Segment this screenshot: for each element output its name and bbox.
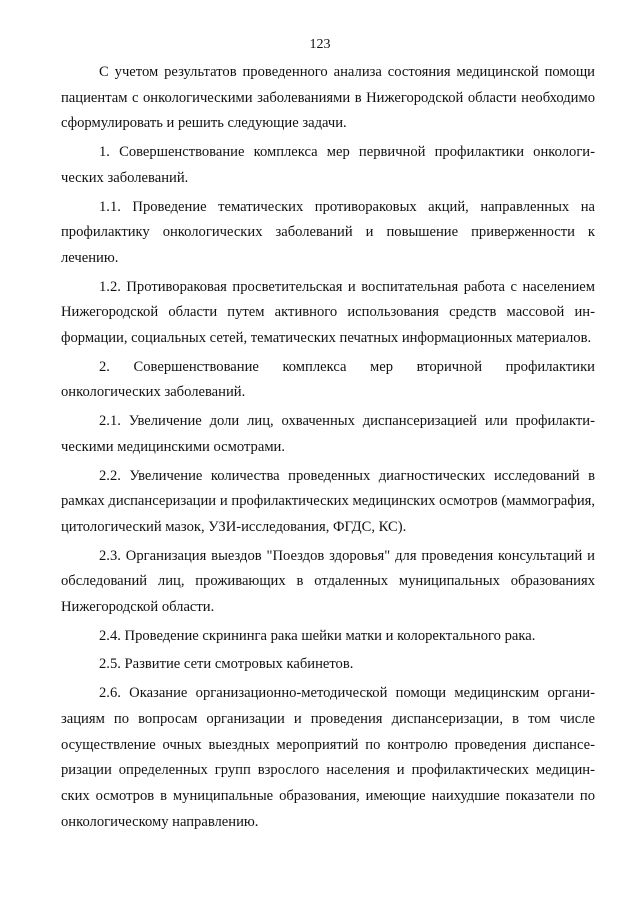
- document-body: [61, 60, 595, 838]
- item-2-1-paragraph: 2.1. Увеличение доли лиц, охваченных диспансеризацией или профилактическими медицинскими осмотрами.: [61, 413, 595, 455]
- item-2-4-paragraph: 2.4. Проведение скрининга рака шейки матки и колоректального рака.: [99, 627, 536, 644]
- item-1-1-paragraph: 1.1. Проведение тематических противораковых акций, направленных на профилактику онкологических заболеваний и повышение приверженности к лечению.: [61, 198, 595, 266]
- item-2-2-paragraph: 2.2. Увеличение количества проведенных диагностических исследований в рамках диспансеризации и профилактических медицинских осмотров (маммография, цитологический мазок, УЗИ-исследования, ФГДС, КС).: [61, 467, 595, 535]
- intro-paragraph: С учетом результатов проведенного анализа состояния медицинской помощи пациентам с онкологическими заболеваниями в Нижегородской области необходимо сформулировать и решить следующие задачи.: [61, 64, 595, 132]
- item-2-3-paragraph: 2.3. Организация выездов "Поездов здоровья" для проведения консультаций и обследований лиц, проживающих в отдаленных муниципальных образованиях Нижегородской области.: [61, 547, 595, 616]
- item-2-5-paragraph: 2.5. Развитие сети смотровых кабинетов.: [99, 656, 354, 673]
- item-2-6-paragraph: 2.6. Оказание организационно-методической помощи медицинским организациям по вопросам организации и проведения диспансеризации, в том числе осуществление очных выездных мероприятий по контролю проведения диспансеризации определенных групп взрослого населения и профилактических медицинских осмотров в муниципальные образования, имеющие наихудшие показатели по онкологическому направлению.: [61, 685, 595, 830]
- item-2-paragraph: 2. Совершенствование комплекса мер вторичной профилактики онкологических заболеваний.: [61, 358, 595, 401]
- item-1-paragraph: 1. Совершенствование комплекса мер первичной профилактики онкологических заболеваний.: [61, 144, 595, 186]
- page-number: 123: [309, 37, 331, 52]
- item-1-2-paragraph: 1.2. Противораковая просветительская и воспитательная работа с населением Нижегородской области путем активного использования средств массовой информации, социальных сетей, тематических печатных информационных материалов.: [61, 278, 595, 347]
